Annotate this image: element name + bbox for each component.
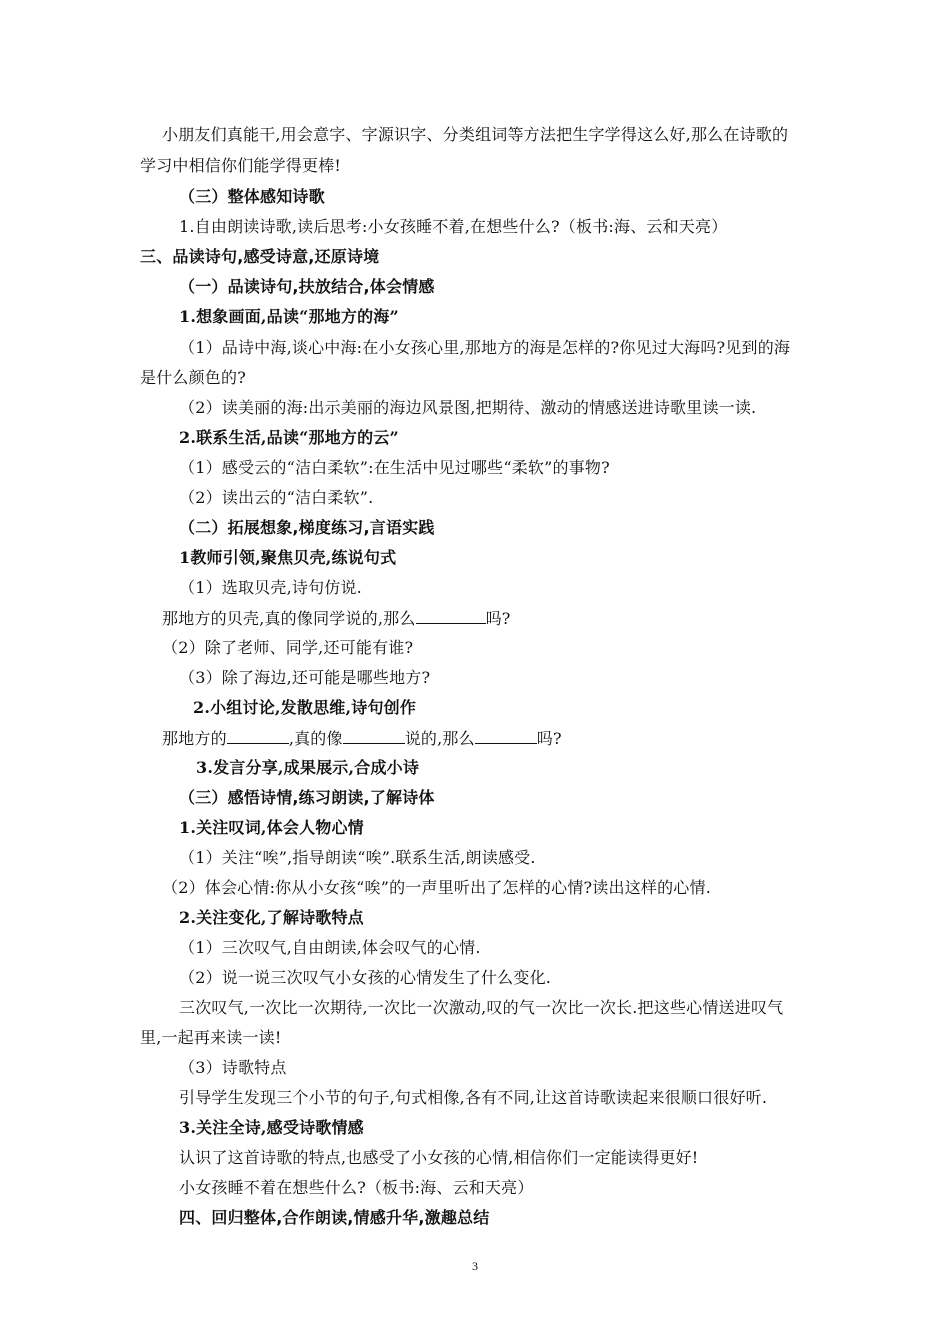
fill-blank [227,727,289,744]
paragraph-line: （1）感受云的“洁白柔软”:在生活中见过哪些“柔软”的事物? [179,458,610,477]
section-heading: 三、品读诗句,感受诗意,还原诗境 [140,247,380,266]
fill-in-sentence [162,607,511,630]
subsection-heading: （三）整体感知诗歌 [179,187,325,206]
subsection-heading: （一）品读诗句,扶放结合,体会情感 [179,277,435,296]
item-heading: 2.小组讨论,发散思维,诗句创作 [193,698,417,717]
fill-blank [475,727,537,744]
paragraph-line: （3）除了海边,还可能是哪些地方? [179,668,431,687]
paragraph-line: 引导学生发现三个小节的句子,句式相像,各有不同,让这首诗歌读起来很顺口很好听. [179,1088,768,1107]
paragraph-line: （1）关注“唉”,指导朗读“唉”.联系生活,朗读感受. [179,848,536,867]
paragraph-line: （2）除了老师、同学,还可能有谁? [162,638,414,657]
sentence-text: 吗? [485,609,511,628]
paragraph-line: （1）选取贝壳,诗句仿说. [179,578,362,597]
item-heading: 1.关注叹词,体会人物心情 [179,818,364,837]
paragraph-line: （2）读美丽的海:出示美丽的海边风景图,把期待、激动的情感送进诗歌里读一读. [179,398,757,417]
subsection-heading: （三）感悟诗情,练习朗读,了解诗体 [179,788,435,807]
item-heading: 2.关注变化,了解诗歌特点 [179,908,364,927]
paragraph-line: （2）读出云的“洁白柔软”. [179,488,374,507]
paragraph-line: （1）品诗中海,谈心中海:在小女孩心里,那地方的海是怎样的?你见过大海吗?见到的海 [179,338,791,357]
paragraph-line: （2）说一说三次叹气小女孩的心情发生了什么变化. [179,968,552,987]
fill-in-sentence [162,727,562,750]
paragraph-line: 里,一起再来读一读! [140,1028,282,1047]
subsection-heading: （二）拓展想象,梯度练习,言语实践 [179,518,435,537]
item-heading: 1教师引领,聚焦贝壳,练说句式 [179,548,397,567]
paragraph-line: （2）体会心情:你从小女孩“唉”的一声里听出了怎样的心情?读出这样的心情. [162,878,711,897]
sentence-text: ,真的像 [288,729,343,748]
paragraph-line: 学习中相信你们能学得更棒! [140,156,342,175]
paragraph-line: （3）诗歌特点 [179,1058,287,1077]
fill-blank [343,727,405,744]
sentence-text: 那地方的 [162,729,227,748]
paragraph-line: 小女孩睡不着在想些什么?（板书:海、云和天亮） [179,1178,534,1197]
sentence-text: 吗? [536,729,562,748]
sentence-text: 说的,那么 [404,729,475,748]
paragraph-line: 认识了这首诗歌的特点,也感受了小女孩的心情,相信你们一定能读得更好! [179,1148,699,1167]
paragraph-line: 1.自由朗读诗歌,读后思考:小女孩睡不着,在想些什么?（板书:海、云和天亮） [179,217,728,236]
paragraph-line: 是什么颜色的? [140,368,246,387]
item-heading: 1.想象画面,品读“那地方的海” [179,307,399,326]
item-heading: 2.联系生活,品读“那地方的云” [179,428,399,447]
sentence-text: 那地方的贝壳,真的像同学说的,那么 [162,609,416,628]
paragraph-line: 小朋友们真能干,用会意字、字源识字、分类组词等方法把生字学得这么好,那么在诗歌的 [162,125,789,144]
item-heading: 3.发言分享,成果展示,合成小诗 [196,758,420,777]
fill-blank [416,607,486,624]
section-heading: 四、回归整体,合作朗读,情感升华,激趣总结 [179,1208,490,1227]
paragraph-line: 三次叹气,一次比一次期待,一次比一次激动,叹的气一次比一次长.把这些心情送进叹气 [179,998,784,1017]
page-number: 3 [472,1259,478,1273]
item-heading: 3.关注全诗,感受诗歌情感 [179,1118,364,1137]
paragraph-line: （1）三次叹气,自由朗读,体会叹气的心情. [179,938,481,957]
